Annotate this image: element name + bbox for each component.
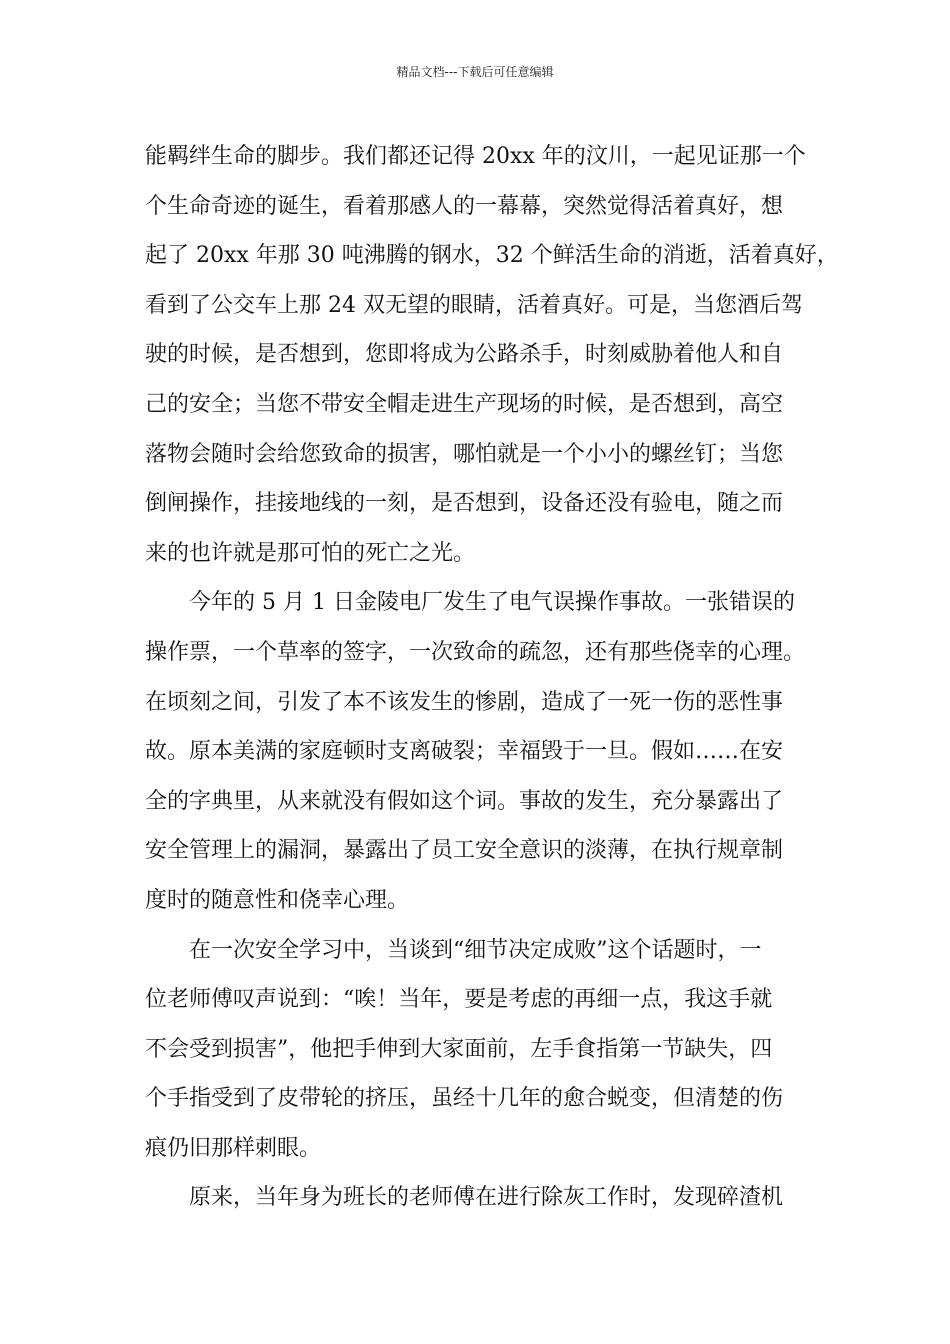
paragraph-start-line: 今年的 5 月 1 日金陵电厂发生了电气误操作事故。一张错误的 <box>189 590 795 616</box>
page-header: 精品文档---下载后可任意编辑 <box>396 65 554 79</box>
text-line: 在顷刻之间，引发了本不该发生的惨剧，造成了一死一伤的恶性事 <box>145 689 784 715</box>
text-line: 来的也许就是那可怕的死亡之光。 <box>145 540 476 566</box>
paragraph-start-line: 在一次安全学习中，当谈到“细节决定成败”这个话题时，一 <box>189 937 762 963</box>
text-line: 操作票，一个草率的签字，一次致命的疏忽，还有那些侥幸的心理。 <box>145 639 806 665</box>
text-line: 起了 20xx 年那 30 吨沸腾的钢水，32 个鲜活生命的消逝，活着真好， <box>145 243 839 269</box>
paragraph-start-line: 原来，当年身为班长的老师傅在进行除灰工作时，发现碎渣机 <box>189 1185 784 1211</box>
text-line: 故。原本美满的家庭顿时支离破裂；幸福毁于一旦。假如……在安 <box>145 739 784 765</box>
document-body <box>145 132 839 1223</box>
text-line: 全的字典里，从来就没有假如这个词。事故的发生，充分暴露出了 <box>145 788 784 814</box>
text-line: 看到了公交车上那 24 双无望的眼睛，活着真好。可是，当您酒后驾 <box>145 292 803 318</box>
text-line: 倒闸操作，挂接地线的一刻，是否想到，设备还没有验电，随之而 <box>145 491 784 517</box>
text-line: 安全管理上的漏洞，暴露出了员工安全意识的淡薄，在执行规章制 <box>145 838 784 864</box>
text-line: 能羁绊生命的脚步。我们都还记得 20xx 年的汶川，一起见证那一个 <box>145 144 806 169</box>
text-line: 不会受到损害”，他把手伸到大家面前，左手食指第一节缺失，四 <box>145 1036 773 1062</box>
text-line: 己的安全；当您不带安全帽走进生产现场的时候，是否想到，高空 <box>145 391 784 417</box>
text-line: 个手指受到了皮带轮的挤压，虽经十几年的愈合蜕变，但清楚的伤 <box>145 1086 784 1112</box>
text-line: 位老师傅叹声说到：“唉！当年，要是考虑的再细一点，我这手就 <box>145 987 773 1013</box>
text-line: 度时的随意性和侥幸心理。 <box>145 887 410 913</box>
text-line: 痕仍旧那样刺眼。 <box>145 1135 322 1161</box>
text-line: 驶的时候，是否想到，您即将成为公路杀手，时刻威胁着他人和自 <box>145 342 784 368</box>
text-line: 个生命奇迹的诞生，看着那感人的一幕幕，突然觉得活着真好，想 <box>145 193 784 219</box>
text-line: 落物会随时会给您致命的损害，哪怕就是一个小小的螺丝钉；当您 <box>145 441 784 467</box>
